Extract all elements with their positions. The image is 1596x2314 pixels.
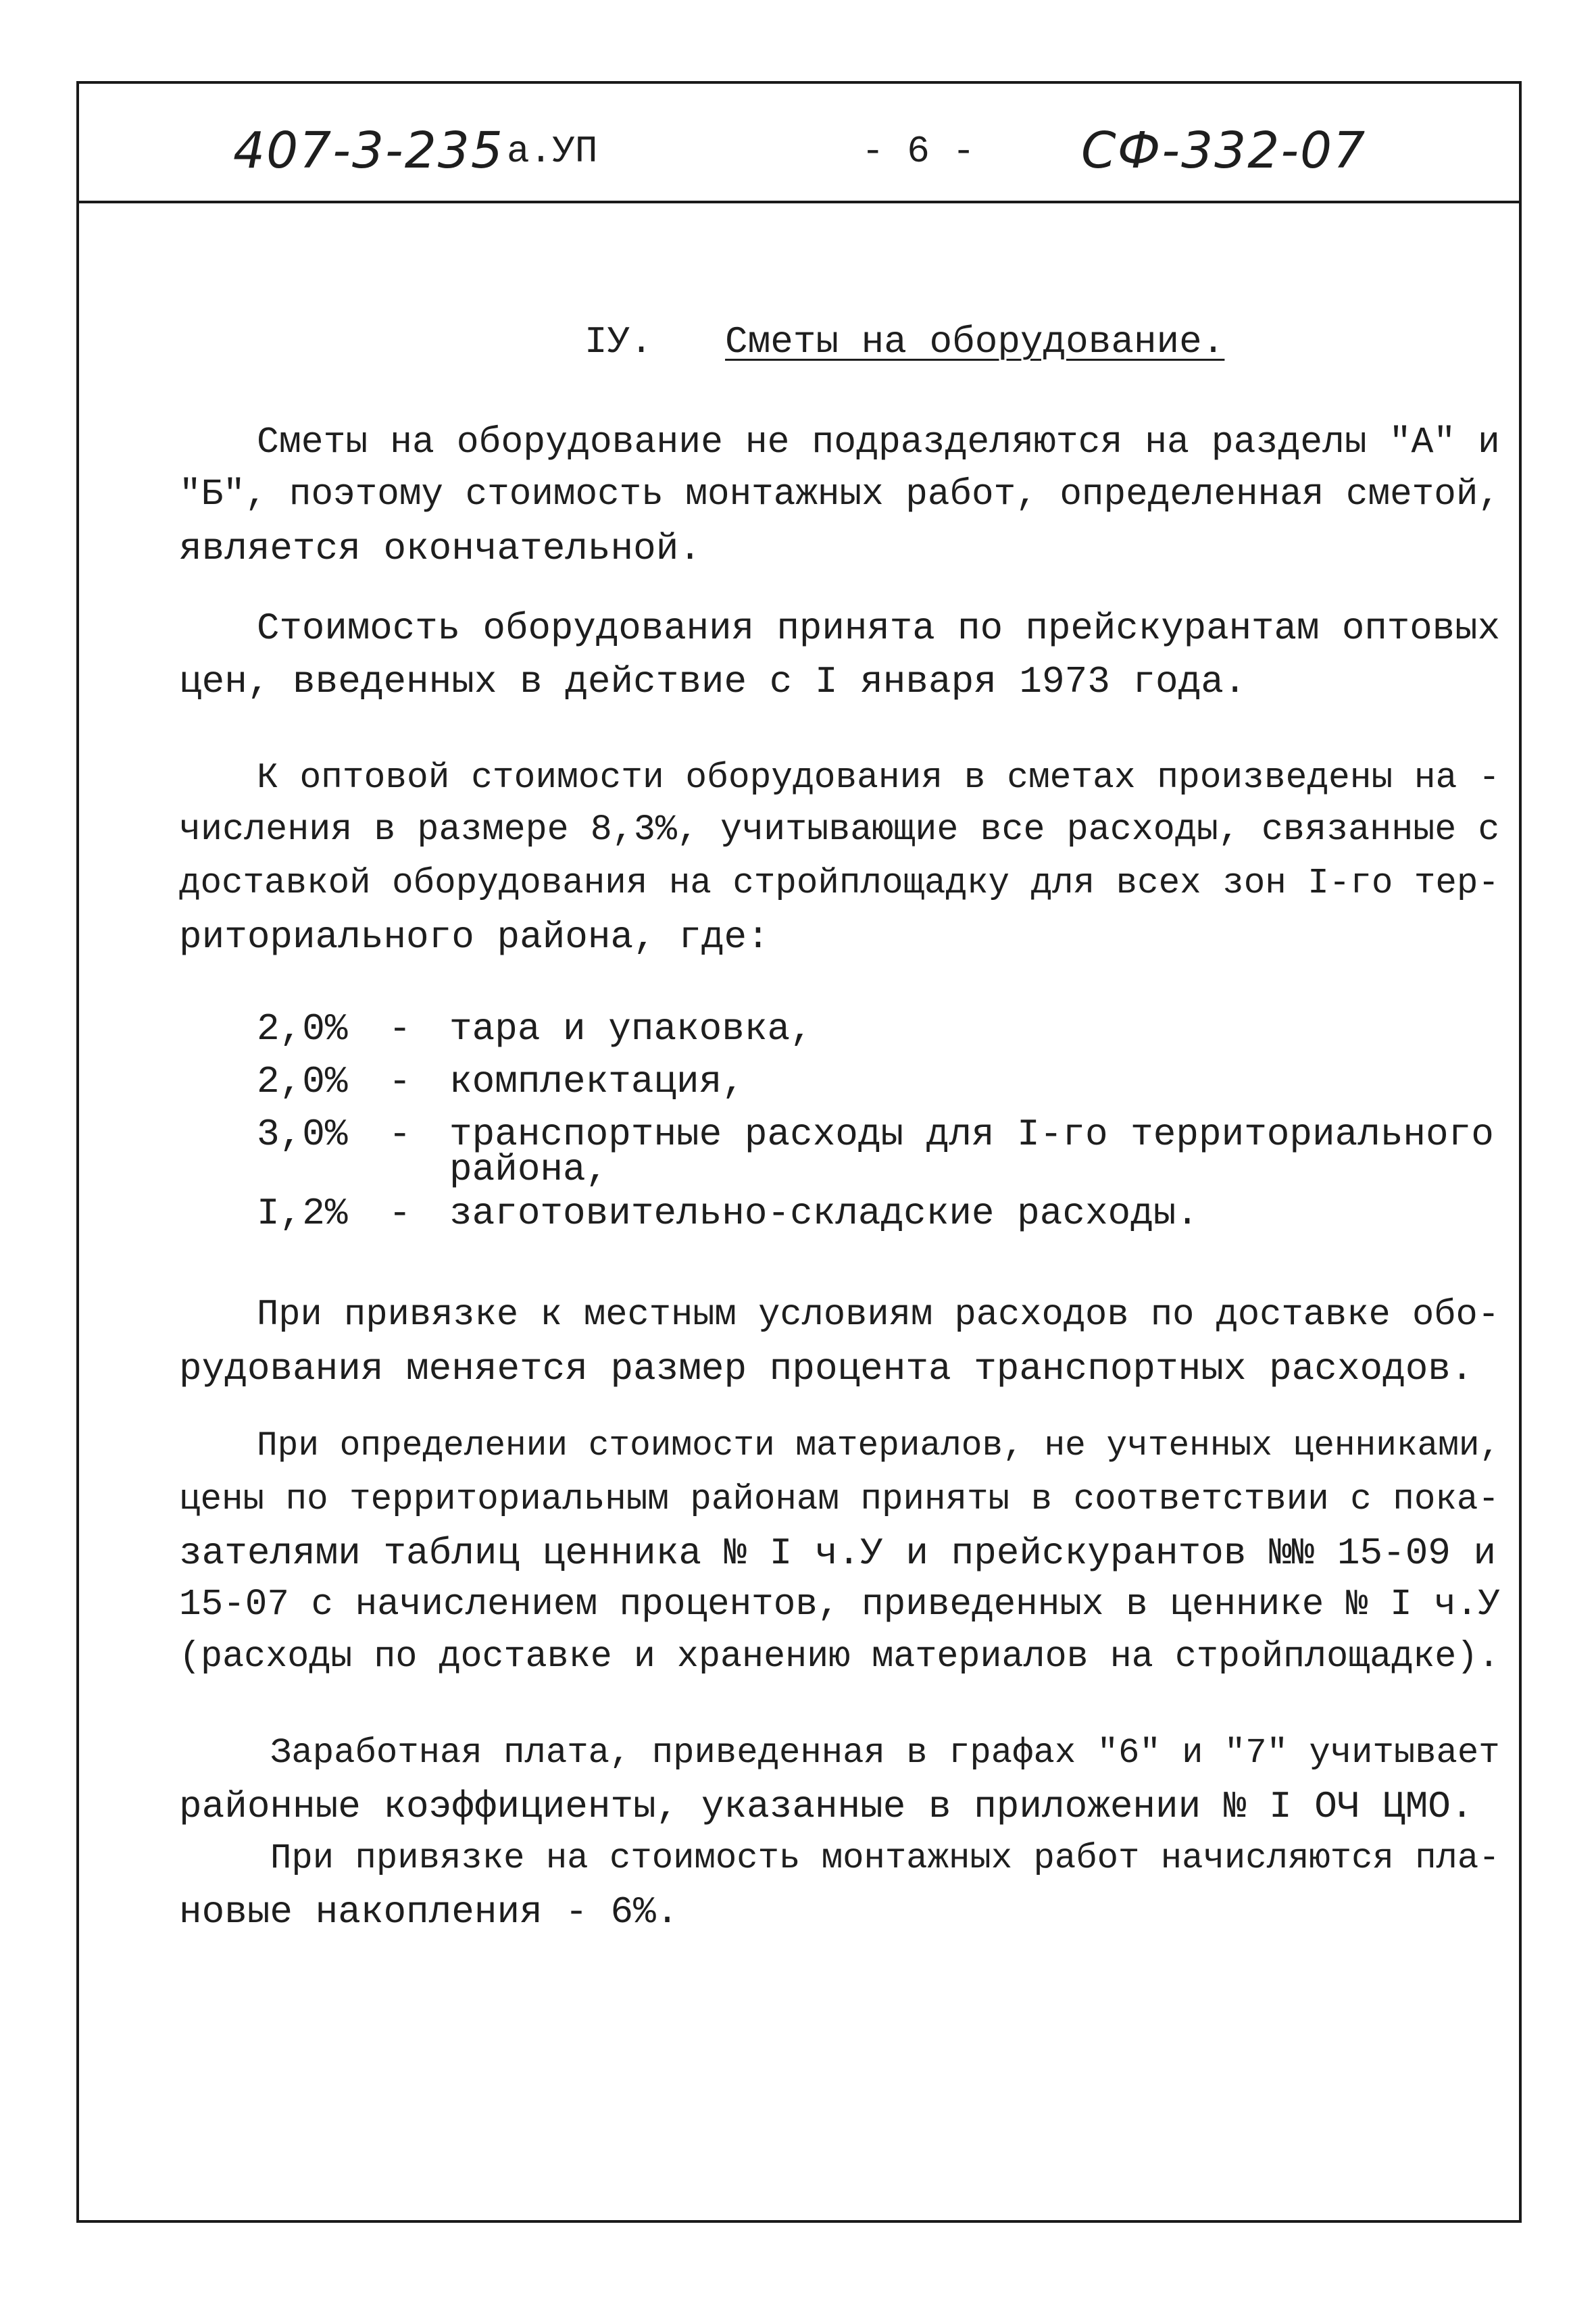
paragraph-line: (расходы по доставке и хранению материалов на стройплощадке). [179, 1637, 1500, 1678]
paragraph-line: районные коэффициенты, указанные в приложении № I ОЧ ЦМО. [179, 1785, 1474, 1828]
paragraph-line: зателями таблиц ценника № I ч.У и прейскурантов №№ 15-09 и [179, 1532, 1497, 1575]
paragraph-line: К оптовой стоимости оборудования в сметах произведены на - [257, 757, 1500, 798]
breakdown-percent: I,2% [257, 1192, 348, 1235]
breakdown-percent: 3,0% [257, 1113, 348, 1156]
paragraph-line: "Б", поэтому стоимость монтажных работ, определенная сметой, [179, 474, 1501, 515]
breakdown-dash: - [389, 1007, 412, 1051]
paragraph-line: риториального района, где: [179, 915, 770, 959]
sheet-code: СФ-332-07 [1081, 122, 1367, 180]
paragraph-line: Сметы на оборудование не подразделяются на разделы "А" и [257, 422, 1500, 463]
section-title: Сметы на оборудование. [725, 320, 1225, 363]
paragraph-line: доставкой оборудования на стройплощадку для всех зон I-го тер- [179, 863, 1499, 903]
header-divider [76, 201, 1522, 203]
section-heading [584, 320, 1225, 363]
breakdown-dash: - [389, 1113, 412, 1156]
paragraph-line: Заработная плата, приведенная в графах "6" и "7" учитывает [270, 1732, 1500, 1773]
breakdown-dash: - [389, 1192, 412, 1235]
breakdown-text: транспортные расходы для I-го территориального [449, 1113, 1494, 1156]
paragraph-line: 15-07 с начислением процентов, приведенных в ценнике № I ч.У [179, 1584, 1501, 1626]
paragraph-line: рудования меняется размер процента транспортных расходов. [179, 1347, 1474, 1390]
paragraph-line: При определении стоимости материалов, не учтенных ценниками, [257, 1426, 1501, 1465]
breakdown-percent: 2,0% [257, 1007, 348, 1051]
breakdown-text-continuation: района, [449, 1148, 609, 1191]
album-label: а.УП [507, 130, 598, 173]
paragraph-line: При привязке к местным условиям расходов по доставке обо- [257, 1294, 1500, 1336]
page-number: - 6 - [862, 130, 976, 173]
paragraph-line: Стоимость оборудования принята по прейскурантам оптовых [257, 607, 1501, 650]
paragraph-line: При привязке на стоимость монтажных работ начисляются пла- [270, 1838, 1500, 1878]
breakdown-text: заготовительно-складские расходы. [449, 1192, 1199, 1235]
breakdown-dash: - [389, 1060, 412, 1103]
paragraph-line: числения в размере 8,3%, учитывающие все расходы, связанные с [179, 810, 1500, 851]
breakdown-percent: 2,0% [257, 1060, 348, 1103]
paragraph-line: новые накопления - 6%. [179, 1890, 679, 1934]
section-number: IУ. [584, 320, 653, 363]
breakdown-text: тара и упаковка, [449, 1007, 813, 1051]
paragraph-line: цен, введенных в действие с I января 1973 года. [179, 660, 1247, 703]
breakdown-text: комплектация, [449, 1060, 745, 1103]
paragraph-line: является окончательной. [179, 527, 701, 570]
document-code: 407-3-235 [233, 122, 504, 180]
paragraph-line: цены по территориальным районам приняты в соответствии с пока- [179, 1479, 1499, 1519]
